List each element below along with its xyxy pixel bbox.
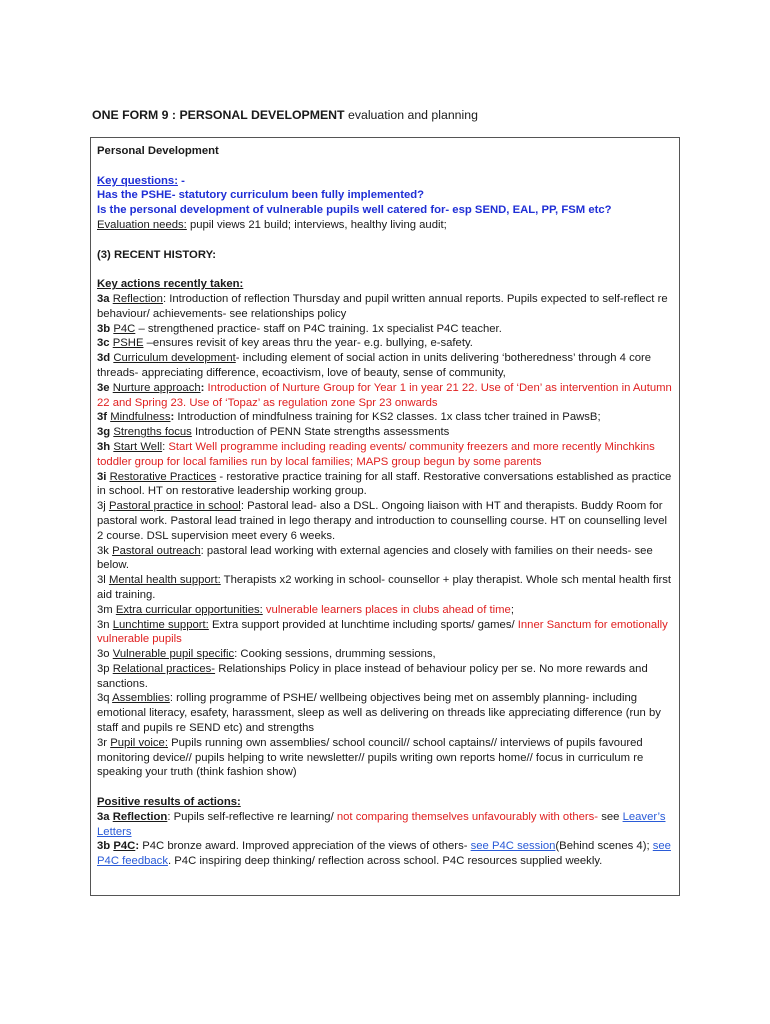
action-code: 3b [97,322,111,335]
action-text: Extra support provided at lunchtime including sports/ games/ [208,618,515,631]
action-3r [97,736,673,780]
result-text: P4C bronze award. Improved appreciation of the views of others- [139,840,471,853]
action-red-text: Start Well programme including reading events/ community freezers and more recently Minchkins toddler group for local families run by local families; MAPS group begun by some parents [97,440,655,468]
evaluation-needs [97,218,673,233]
page-title-rest: evaluation and planning [344,108,478,122]
action-code: 3c [97,337,110,350]
action-3m [97,603,673,618]
section-heading: Personal Development [97,145,219,157]
page-title [92,108,478,122]
action-3p [97,662,673,692]
result-3a [97,810,673,840]
action-label: Lunchtime support: [112,618,209,631]
action-3b [97,322,673,337]
action-code: 3o [97,648,110,661]
action-red-text: vulnerable learners places in clubs ahead of time [262,603,511,616]
action-3o [97,647,673,662]
action-label: Vulnerable pupil specific [112,648,235,661]
action-label: P4C [113,322,136,335]
result-red-text: not comparing themselves unfavourably with others- [333,810,599,823]
spacer [97,262,673,277]
action-label: Pastoral practice in school [108,500,241,513]
result-text: see [598,810,623,823]
p4c-feedback-link[interactable]: see P4C feedback [97,840,671,868]
action-code: 3f [97,411,108,424]
p4c-session-link[interactable]: see P4C session [470,840,556,853]
action-code: 3p [97,662,110,675]
action-3j [97,499,673,543]
action-code: 3j [97,500,106,513]
action-text: Pupils running own assemblies/ school council// school captains// interviews of pupils favoured monitoring device// pupils helping to write newsletter// pupils writing own reports home// focus in curriculum re speaking your truth (think fashion show) [97,736,644,779]
action-label: Mental health support: [108,574,221,587]
action-3g [97,425,673,440]
leavers-letters-link[interactable]: Leaver’s Letters [97,810,666,838]
action-code: 3n [97,618,110,631]
action-label: Reflection [112,292,163,305]
action-text: : Introduction of reflection Thursday and pupil written annual reports. Pupils expected to self-reflect re behaviour/ achievements- see relationships policy [97,292,668,320]
action-label: Start Well [113,440,163,453]
result-label: P4C [113,840,136,853]
action-text: Introduction of PENN State strengths assessments [191,426,450,439]
action-label: Pupil voice: [110,736,168,749]
key-question-2: Is the personal development of vulnerable pupils well catered for- esp SEND, EAL, PP, FSM etc? [97,204,612,217]
action-red-text: Introduction of Nurture Group for Year 1 in year 21 22. Use of ‘Den’ as intervention in Autumn 22 and Spring 23. Use of ‘Topaz’ as regulation zone Spr 23 onwards [97,381,672,409]
spacer [97,780,673,795]
action-label: Curriculum development [113,352,236,365]
action-code: 3g [97,426,111,439]
action-text: Introduction of mindfulness training for KS2 classes. 1x class tcher trained in PawsB; [174,411,601,424]
action-red-text: Inner Sanctum for emotionally vulnerable pupils [97,618,668,646]
action-code: 3h [97,440,111,453]
action-label: PSHE [112,337,144,350]
action-text: – strengthened practice- staff on P4C training. 1x specialist P4C teacher. [135,322,502,335]
action-label: Nurture approach [112,381,201,394]
key-question-1: Has the PSHE- statutory curriculum been fully implemented? [97,189,425,202]
page-title-bold: ONE FORM 9 : PERSONAL DEVELOPMENT [92,108,345,122]
action-code: 3a [97,292,110,305]
action-label: Extra curricular opportunities: [115,603,263,616]
action-code: 3l [97,574,106,587]
action-text: - restorative practice training for all staff. Restorative conversations established as practice in school. HT on restorative leadership working group. [97,470,672,498]
result-label: Reflection [112,810,168,823]
action-label: Pastoral outreach [112,544,201,557]
key-questions-label: Key questions: [97,174,178,187]
action-text: ; [510,603,514,616]
action-label: Assemblies [112,692,170,705]
action-code: 3k [97,544,109,557]
action-3a [97,292,673,322]
action-3q [97,691,673,735]
action-3c [97,336,673,351]
result-text: : Pupils self-reflective re learning/ [167,810,334,823]
action-code: 3q [97,692,110,705]
key-actions-heading: Key actions recently taken: [97,278,244,291]
action-3i [97,470,673,500]
action-text: : Pastoral lead- also a DSL. Ongoing liaison with HT and therapists. Buddy Room for pastoral work. Pastoral lead trained in lego therapy and introduction to counselling course. HT on counselling level 2 course. DSL supervision meet every 6 weeks. [97,500,667,542]
action-code: 3r [97,736,108,749]
action-3n [97,618,673,648]
action-text: : rolling programme of PSHE/ wellbeing objectives being met on assembly planning- including emotional literacy, esafety, harassment, sleep as well as delivering on threads like appreciating difference (run by staff and pupils re SEND etc) and strengths [97,692,661,735]
result-text: (Behind scenes 4); [555,840,653,853]
result-code: 3b [97,840,111,853]
action-text: : pastoral lead working with external agencies and closely with families on their needs- see below. [97,544,653,572]
action-colon: : [170,411,175,424]
action-3l [97,573,673,603]
positive-results-heading: Positive results of actions: [97,796,241,809]
action-label: Relational practices- [112,662,216,675]
action-colon: : [200,381,205,394]
recent-history-heading: (3) RECENT HISTORY: [97,248,217,261]
action-3e [97,381,673,411]
action-3h [97,440,673,470]
action-code: 3m [97,603,113,616]
action-text: –ensures revisit of key areas thru the year- e.g. bullying, e-safety. [143,337,473,350]
action-label: Mindfulness [110,411,171,424]
action-text: Therapists x2 working in school- counsellor + play therapist. Whole sch mental health first aid training. [97,574,672,601]
result-3b [97,839,673,869]
action-text: Relationships Policy in place instead of behaviour policy per se. No more rewards and sanctions. [97,662,648,690]
key-questions-line [97,174,673,189]
action-label: Restorative Practices [109,470,217,483]
key-questions-dash: - [177,174,185,187]
action-3f [97,410,673,425]
evaluation-text: pupil views 21 build; interviews, healthy living audit; [186,218,447,231]
action-3k [97,544,673,574]
action-text: : Cooking sessions, drumming sessions, [234,648,436,661]
action-3d [97,351,673,381]
action-text: - including element of social action in units delivering ‘botheredness’ through 4 core threads- appreciating difference, ecoactivism, love of beauty, sense of community, [97,352,652,379]
result-text: . P4C inspiring deep thinking/ reflection across school. P4C resources supplied weekly. [167,855,603,868]
spacer [97,233,673,248]
action-code: 3e [97,381,110,394]
action-code: 3d [97,352,111,365]
action-label: Strengths focus [113,426,192,439]
personal-development-box [90,137,680,896]
action-text: : [162,440,169,453]
result-code: 3a [97,810,110,823]
action-code: 3i [97,470,107,483]
spacer [97,159,673,174]
result-colon: : [135,840,140,853]
evaluation-label: Evaluation needs: [97,218,187,231]
